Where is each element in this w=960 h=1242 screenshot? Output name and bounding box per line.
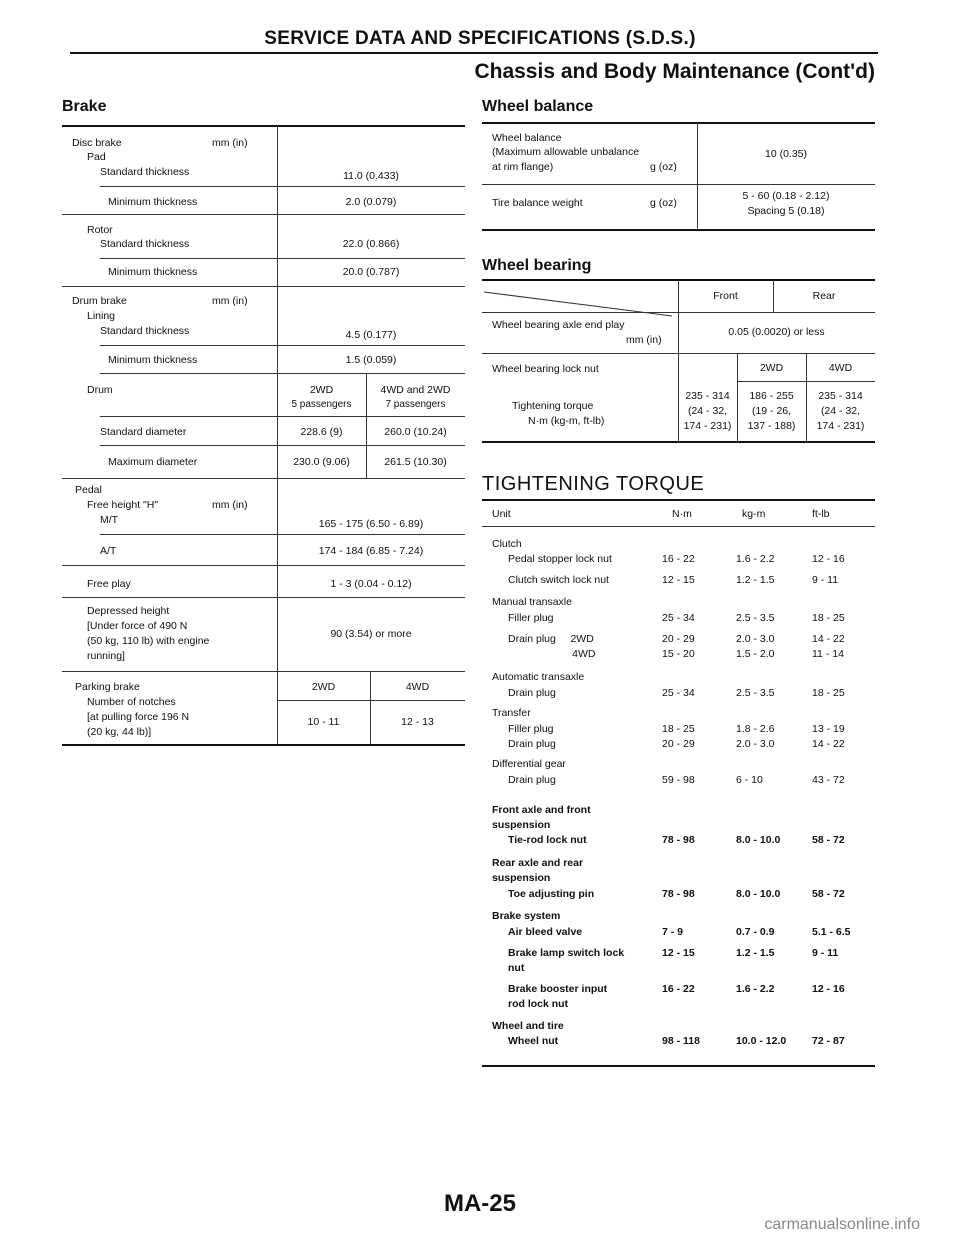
torque-nm-value: 12 - 15 (662, 947, 695, 959)
free-height-label: Free height "H" (87, 499, 159, 511)
wheel-balance-unit: g (oz) (650, 161, 677, 173)
torque-item-label: Drain plug (508, 687, 556, 699)
torque-kgm-value: 1.6 - 2.2 (736, 553, 775, 565)
wheel-bearing-title: Wheel bearing (482, 257, 592, 274)
tire-balance-weight-value1: 5 - 60 (0.18 - 2.12) (742, 190, 830, 202)
torque-header-nm: N·m (672, 508, 692, 520)
torque-kgm-value: 10.0 - 12.0 (736, 1035, 787, 1047)
pad-min-value: 2.0 (0.079) (345, 196, 397, 208)
wheel-balance-row-label3: at rim flange) (492, 161, 554, 173)
torque-item-label: Brake lamp switch lock (508, 947, 625, 959)
torque-group-label: Manual transaxle (492, 596, 572, 608)
torque-item-label: 4WD (508, 648, 596, 660)
torque-nm-value: 59 - 98 (662, 774, 695, 786)
torque-ftlb-value: 13 - 19 (812, 723, 845, 735)
torque-group-label: Clutch (492, 538, 522, 550)
torque-nm-value: 15 - 20 (662, 648, 695, 660)
torque-ftlb-value: 5.1 - 6.5 (812, 926, 851, 938)
std-dia-label: Standard diameter (100, 426, 187, 438)
torque-nm-value: 12 - 15 (662, 574, 695, 586)
torque-kgm-value: 2.0 - 3.0 (736, 633, 775, 645)
bearing-rear-4wd: 4WD (828, 362, 853, 374)
pad-std-label: Standard thickness (100, 166, 190, 178)
drum-col-2wd-sub: 5 passengers (291, 399, 352, 410)
at-value: 174 - 184 (6.85 - 7.24) (318, 545, 424, 557)
rear-2wd-torque-3: 137 - 188) (747, 420, 796, 432)
rotor-std-label: Standard thickness (100, 238, 190, 250)
brake-title: Brake (62, 98, 107, 115)
watermark: carmanualsonline.info (764, 1216, 920, 1233)
rotor-min-value: 20.0 (0.787) (342, 266, 400, 278)
torque-kgm-value: 1.2 - 1.5 (736, 574, 775, 586)
locknut-label: Wheel bearing lock nut (492, 363, 599, 375)
torque-ftlb-value: 14 - 22 (812, 738, 845, 750)
pedal-label: Pedal (75, 484, 102, 496)
torque-group-label: Automatic transaxle (492, 671, 585, 683)
torque-item-label: Drain plug (508, 774, 556, 786)
torque-ftlb-value: 58 - 72 (812, 888, 845, 900)
rear-2wd-torque-1: 186 - 255 (749, 390, 794, 402)
torque-nm-value: 78 - 98 (662, 888, 695, 900)
torque-group-label: Differential gear (492, 758, 566, 770)
torque-ftlb-value: 12 - 16 (812, 983, 845, 995)
bearing-col-rear: Rear (812, 290, 836, 302)
depressed-height-label: Depressed height (87, 605, 170, 617)
torque-item-label: nut (508, 962, 525, 974)
wheel-balance-row-label2: (Maximum allowable unbalance (492, 146, 640, 158)
park-col-2wd: 2WD (311, 681, 336, 693)
torque-item-label: Filler plug (508, 723, 554, 735)
tightening-torque-unit: N·m (kg-m, ft-lb) (528, 415, 605, 427)
tire-balance-weight-unit: g (oz) (650, 197, 677, 209)
torque-ftlb-value: 18 - 25 (812, 687, 845, 699)
rear-4wd-torque-2: (24 - 32, (820, 405, 861, 417)
torque-nm-value: 78 - 98 (662, 834, 695, 846)
free-play-label: Free play (87, 578, 131, 590)
lining-min-label: Minimum thickness (108, 354, 198, 366)
drum-col-2wd: 2WD (309, 384, 334, 396)
torque-kgm-value: 6 - 10 (736, 774, 763, 786)
torque-kgm-value: 1.6 - 2.2 (736, 983, 775, 995)
pad-label: Pad (87, 151, 106, 163)
tire-balance-weight-label: Tire balance weight (492, 197, 583, 209)
tightening-torque-title: TIGHTENING TORQUE (482, 473, 705, 495)
torque-ftlb-value: 9 - 11 (812, 574, 839, 586)
torque-header-ftlb: ft-lb (812, 508, 830, 520)
torque-item-label: Tie-rod lock nut (508, 834, 587, 846)
torque-item-label: Air bleed valve (508, 926, 583, 938)
torque-kgm-value: 2.5 - 3.5 (736, 612, 775, 624)
torque-nm-value: 18 - 25 (662, 723, 695, 735)
max-dia-4wd: 261.5 (10.30) (384, 456, 447, 468)
torque-header-unit: Unit (492, 508, 511, 520)
front-torque-2: (24 - 32, (687, 405, 728, 417)
torque-kgm-value: 1.5 - 2.0 (736, 648, 775, 660)
torque-item-label: Pedal stopper lock nut (508, 553, 612, 565)
depressed-height-cond2: (50 kg, 110 lb) with engine (87, 635, 210, 647)
torque-nm-value: 16 - 22 (662, 553, 695, 565)
free-height-unit: mm (in) (212, 499, 248, 511)
endplay-label: Wheel bearing axle end play (492, 319, 625, 331)
std-dia-2wd: 228.6 (9) (300, 426, 343, 438)
depressed-height-cond3: running] (87, 650, 125, 662)
wheel-balance-title: Wheel balance (482, 98, 594, 115)
disc-brake-label: Disc brake (72, 137, 122, 149)
torque-item-label: Wheel nut (508, 1035, 559, 1047)
rotor-label: Rotor (87, 224, 113, 236)
rear-4wd-torque-3: 174 - 231) (816, 420, 865, 432)
tire-balance-weight-value2: Spacing 5 (0.18) (747, 205, 825, 217)
torque-nm-value: 20 - 29 (662, 738, 695, 750)
torque-nm-value: 98 - 118 (662, 1035, 700, 1047)
park-4wd-value: 12 - 13 (401, 716, 434, 728)
torque-ftlb-value: 58 - 72 (812, 834, 845, 846)
front-torque-1: 235 - 314 (685, 390, 730, 402)
max-dia-2wd: 230.0 (9.06) (293, 456, 350, 468)
tightening-torque-label: Tightening torque (512, 400, 594, 412)
torque-item-label: Toe adjusting pin (508, 888, 595, 900)
torque-nm-value: 25 - 34 (662, 612, 695, 624)
mt-value: 165 - 175 (6.50 - 6.89) (318, 518, 424, 530)
torque-group-label: Front axle and front (492, 804, 591, 816)
torque-nm-value: 20 - 29 (662, 633, 695, 645)
page-header-subtitle: Chassis and Body Maintenance (Cont'd) (474, 60, 875, 83)
drum-col-4wd-sub: 7 passengers (385, 399, 446, 410)
torque-ftlb-value: 11 - 14 (812, 648, 844, 660)
torque-kgm-value: 1.8 - 2.6 (736, 723, 775, 735)
torque-item-label: rod lock nut (508, 998, 569, 1010)
page-number: MA-25 (443, 1190, 516, 1217)
torque-item-label: Drain plug (508, 738, 556, 750)
mt-label: M/T (100, 514, 119, 526)
lining-std-value: 4.5 (0.177) (345, 329, 397, 341)
lining-min-value: 1.5 (0.059) (345, 354, 397, 366)
torque-nm-value: 25 - 34 (662, 687, 695, 699)
wheel-balance-value: 10 (0.35) (764, 148, 808, 160)
pulling-force-label2: (20 kg, 44 lb)] (87, 726, 152, 738)
notches-label: Number of notches (87, 696, 176, 708)
torque-nm-value: 7 - 9 (662, 926, 684, 938)
torque-item-label: Clutch switch lock nut (508, 574, 609, 586)
lining-label: Lining (87, 310, 116, 322)
torque-group-label: Brake system (492, 910, 561, 922)
park-col-4wd: 4WD (405, 681, 430, 693)
torque-group-label: Wheel and tire (492, 1020, 564, 1032)
torque-nm-value: 16 - 22 (662, 983, 695, 995)
depressed-height-value: 90 (3.54) or more (330, 628, 412, 640)
torque-group-label: Rear axle and rear (492, 857, 584, 869)
page-header-title: SERVICE DATA AND SPECIFICATIONS (S.D.S.) (264, 28, 696, 49)
depressed-height-cond1: [Under force of 490 N (87, 620, 188, 632)
torque-group-label: suspension (492, 872, 551, 884)
parking-brake-label: Parking brake (75, 681, 140, 693)
torque-kgm-value: 1.2 - 1.5 (736, 947, 775, 959)
max-dia-label: Maximum diameter (108, 456, 198, 468)
rotor-std-value: 22.0 (0.866) (342, 238, 400, 250)
diagonal-header-line (482, 290, 682, 320)
torque-item-label: Filler plug (508, 612, 554, 624)
wheel-balance-row-label: Wheel balance (492, 132, 562, 144)
std-dia-4wd: 260.0 (10.24) (384, 426, 447, 438)
disc-brake-unit: mm (in) (212, 137, 248, 149)
torque-item-label: Drain plug 2WD (508, 633, 594, 645)
drum-col-4wd: 4WD and 2WD (380, 384, 451, 396)
rotor-min-label: Minimum thickness (108, 266, 198, 278)
bearing-col-front: Front (713, 290, 738, 302)
park-2wd-value: 10 - 11 (307, 716, 340, 728)
free-play-value: 1 - 3 (0.04 - 0.12) (330, 578, 412, 590)
torque-ftlb-value: 18 - 25 (812, 612, 845, 624)
torque-ftlb-value: 72 - 87 (812, 1035, 845, 1047)
drum-brake-unit: mm (in) (212, 295, 248, 307)
torque-kgm-value: 8.0 - 10.0 (736, 888, 781, 900)
at-label: A/T (100, 545, 117, 557)
header-rule (70, 52, 878, 54)
torque-ftlb-value: 14 - 22 (812, 633, 845, 645)
torque-item-label: Brake booster input (508, 983, 608, 995)
torque-kgm-value: 8.0 - 10.0 (736, 834, 781, 846)
endplay-value: 0.05 (0.0020) or less (728, 326, 825, 338)
drum-brake-label: Drum brake (72, 295, 127, 307)
torque-kgm-value: 2.5 - 3.5 (736, 687, 775, 699)
torque-group-label: suspension (492, 819, 551, 831)
pad-std-value: 11.0 (0.433) (343, 170, 399, 182)
bearing-rear-2wd: 2WD (759, 362, 784, 374)
torque-group-label: Transfer (492, 707, 531, 719)
front-torque-3: 174 - 231) (683, 420, 732, 432)
torque-header-kgm: kg-m (742, 508, 766, 520)
rear-2wd-torque-2: (19 - 26, (751, 405, 792, 417)
torque-ftlb-value: 9 - 11 (812, 947, 839, 959)
torque-ftlb-value: 43 - 72 (812, 774, 845, 786)
torque-kgm-value: 0.7 - 0.9 (736, 926, 775, 938)
lining-std-label: Standard thickness (100, 325, 190, 337)
drum-label: Drum (87, 384, 113, 396)
endplay-unit: mm (in) (626, 334, 662, 346)
torque-ftlb-value: 12 - 16 (812, 553, 845, 565)
pulling-force-label: [at pulling force 196 N (87, 711, 190, 723)
torque-kgm-value: 2.0 - 3.0 (736, 738, 775, 750)
rear-4wd-torque-1: 235 - 314 (818, 390, 863, 402)
pad-min-label: Minimum thickness (108, 196, 198, 208)
